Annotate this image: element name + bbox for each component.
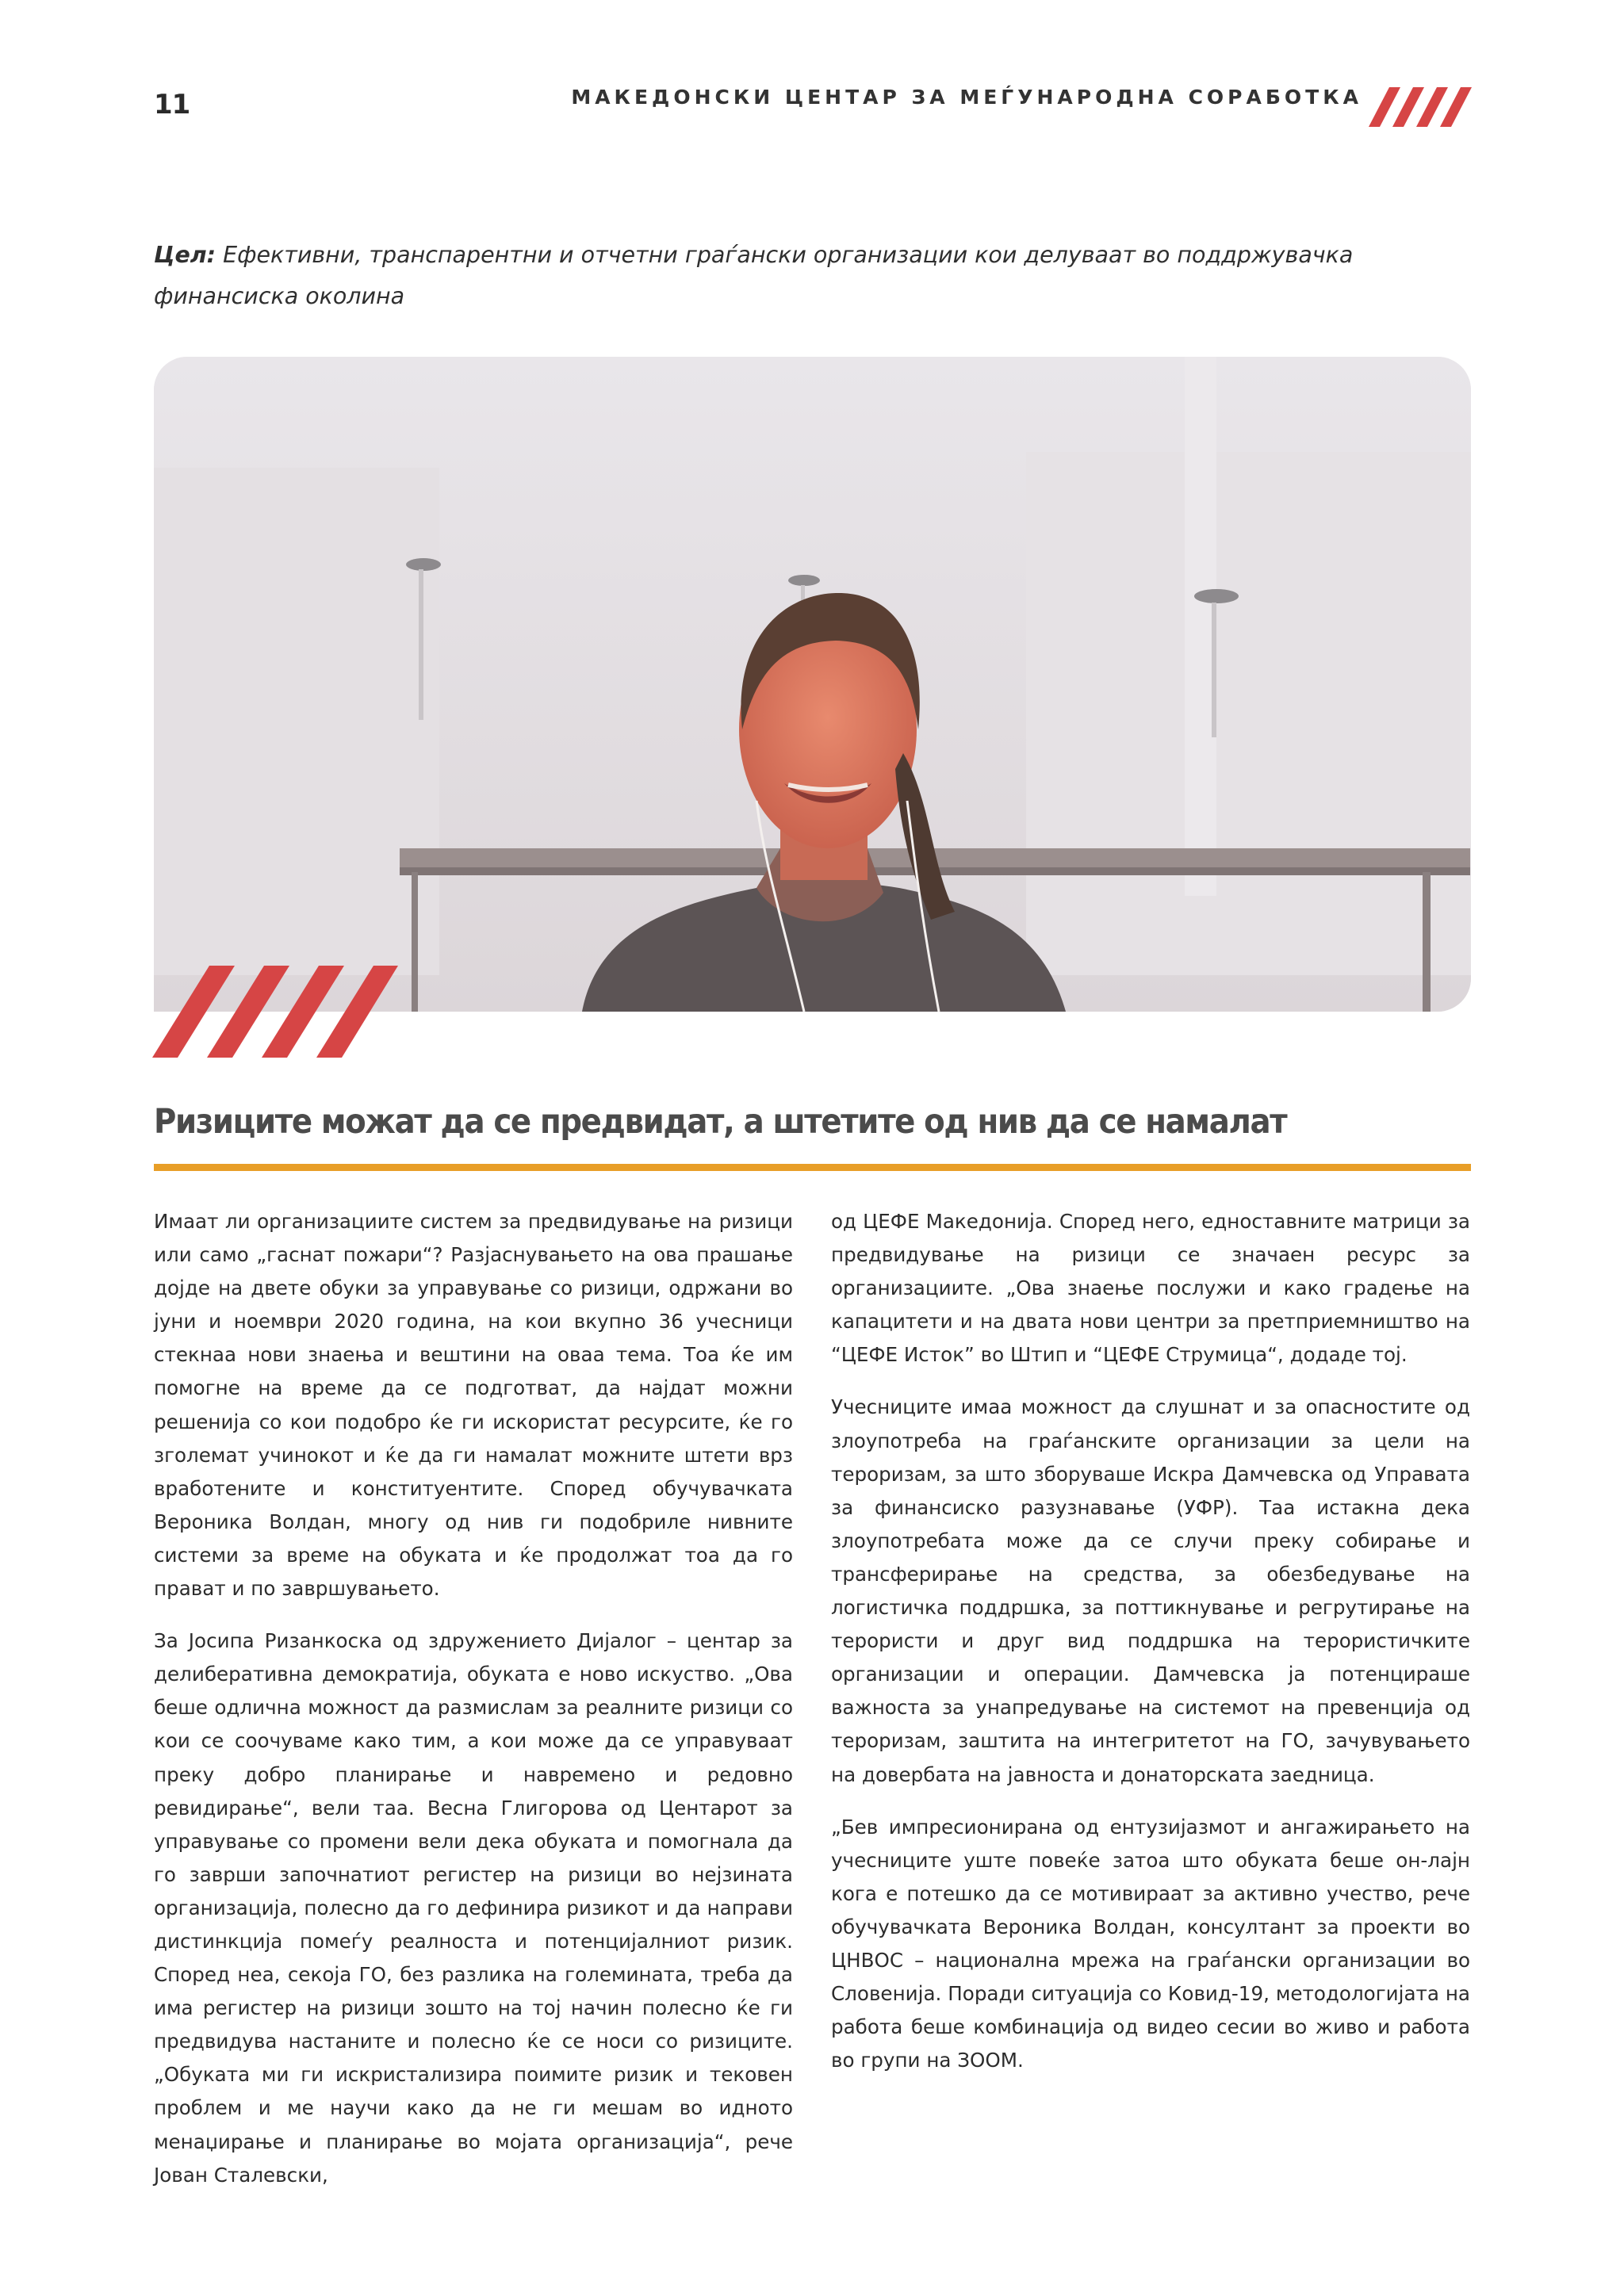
right-column	[831, 1205, 1470, 2096]
paragraph: од ЦЕФЕ Македонија. Според него, едноставните матрици за предвидување на ризици се значаен ресурс за организациите. „Ова знаење послужи и како градење на капацитети и на двата нови центри за претприемништво на “ЦЕФЕ Исток” во Штип и “ЦЕФЕ Струмица“, додаде тој.	[831, 1210, 1470, 1367]
goal-label: Цел:	[154, 242, 216, 268]
photo-stripes-decoration	[152, 966, 398, 1058]
video-call-photo	[154, 357, 1471, 1012]
paragraph: „Бев импресионирана од ентузијазмот и ангажирањето на учесниците уште повеќе затоа што обуката беше он-лајн кога е потешко да се мотивираат за активно учество, рече обучувачката Вероника Волдан, консултант за проекти во ЦНВОС – национална мрежа на граѓански организации во Словенија. Поради ситуација со Ковид-19, методологијата на работа беше комбинација од видео сесии во живо и работа во групи на ЗООМ.	[831, 1815, 1470, 2072]
header-organization-name: МАКЕДОНСКИ ЦЕНТАР ЗА МЕЃУНАРОДНА СОРАБОТКА	[571, 86, 1362, 109]
article-title: Ризиците можат да се предвидат, а штетите од нив да се намалат	[154, 1102, 1287, 1142]
title-rule	[154, 1164, 1471, 1171]
paragraph: За Јосипа Ризанкоска од здружението Дијалог – центар за делиберативна демократија, обуката е ново искуство. „Ова беше одлична можност да размислам за реалните ризици со кои се соочуваме како тим, а кои може да се управуваат преку добро планирање и навремено и редовно ревидирање“, вели таа. Весна Глигорова од Центарот за управување со промени вели дека обуката и помогнала да го заврши започнатиот регистер на ризици во нејзината организација, полесно да го дефинира ризикот и да направи дистинкција помеѓу реалноста и потенцијалниот ризик. Според неа, секоја ГО, без разлика на големината, треба да има регистер на ризици зошто на тој начин полесно ќе ги предвидува настаните и полесно ќе се носи со ризиците. „Обуката ми ги искристализира поимите ризик и тековен проблем и ме научи како да не ги мешам во идното менаџирање и планирање во мојата организација“, рече Јован Сталевски,	[154, 1629, 793, 2187]
goal-statement	[154, 235, 1470, 317]
left-column	[154, 1205, 793, 2211]
page-number: 11	[154, 89, 190, 121]
paragraph: Учесниците имаа можност да слушнат и за опасностите од злоупотреба на граѓанските организации за цели на тероризам, за што зборуваше Искра Дамчевска од Управата за финансиско разузнавање (УФР). Таа истакна дека злоупотребата може да се случи преку собирање и трансферирање на средства, за обезбедување на логистичка поддршка, за поттикнување и регрутирање на терористи и друг вид поддршка на терористичките организации и операции. Дамчевска ја потенцираше важноста за унапредување на системот на превенција од тероризам, заштита на интегритетот на ГО, зачувувањето на довербата на јавноста и донаторската заедница.	[831, 1395, 1470, 1786]
header-stripes-decoration	[1369, 87, 1472, 127]
goal-text: Ефективни, транспарентни и отчетни граѓански организации кои делуваат во поддржувачка финансиска околина	[154, 242, 1354, 309]
paragraph: Имаат ли организациите систем за предвидување на ризици или само „гаснат пожари“? Разјаснувањето на ова прашање дојде на двете обуки за управување со ризици, одржани во јуни и ноември 2020 година, на кои вкупно 36 учесници стекнаа нови знаења и вештини на оваа тема. Тоа ќе им помогне на време да се подготват, да најдат можни решенија со кои подобро ќе ги искористат ресурсите, ќе го зголемат учинокот и ќе да ги намалат можните штети врз вработените и конституентите. Според обучувачката Вероника Волдан, многу од нив ги подобриле нивните системи за време на обуката и ќе продолжат тоа да го прават и по завршувањето.	[154, 1210, 793, 1601]
